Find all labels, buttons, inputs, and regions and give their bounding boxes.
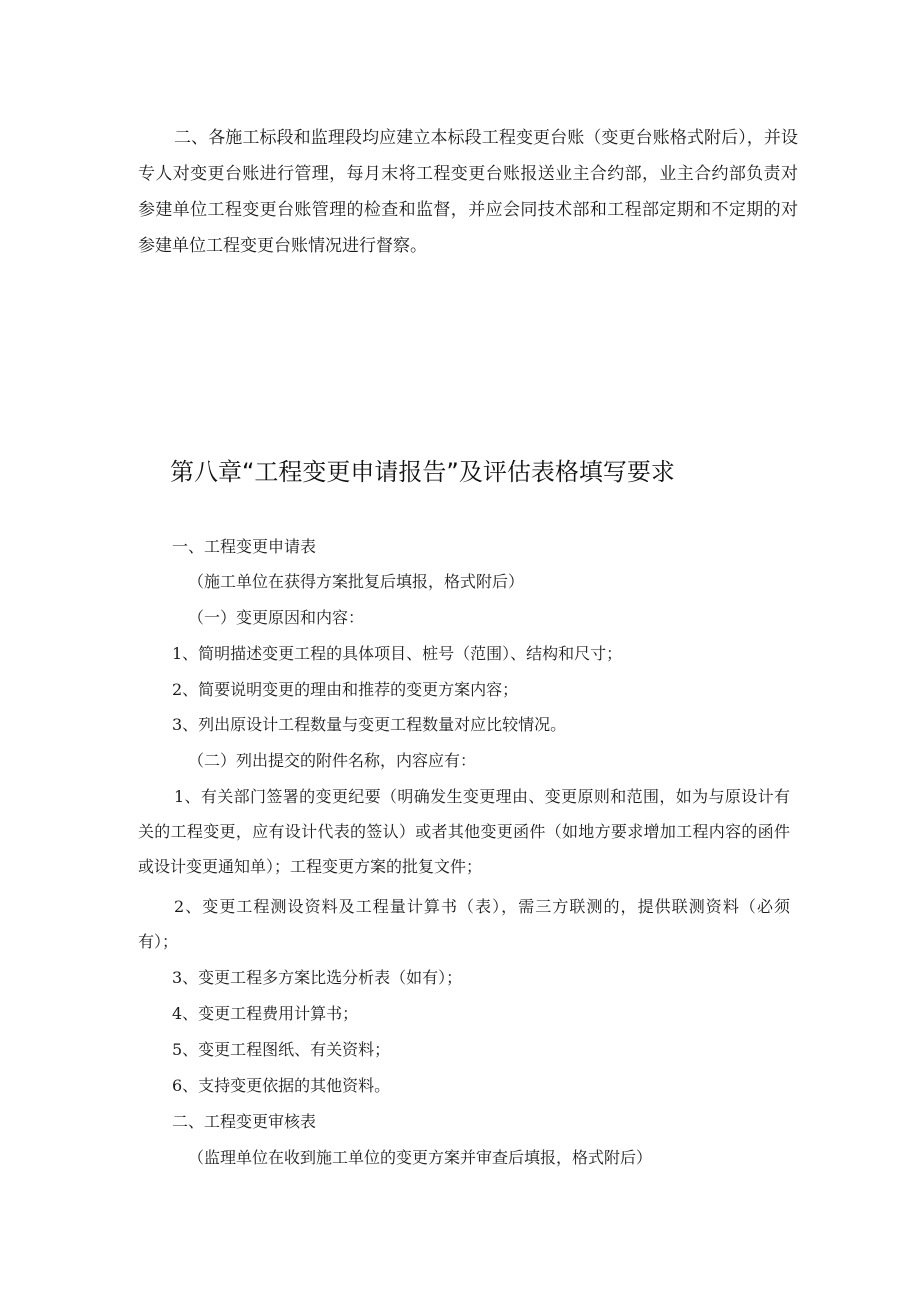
- sub2-item-6: 6、支持变更依据的其他资料。: [172, 1076, 391, 1095]
- sub2-item-3: 3、变更工程多方案比选分析表（如有）；: [172, 968, 463, 987]
- section1-heading: 一、工程变更申请表: [172, 537, 317, 556]
- sub1-item-3: 3、列出原设计工程数量与变更工程数量对应比较情况。: [172, 715, 567, 734]
- sub2-item-1: 1、有关部门签署的变更纪要（明确发生变更理由、变更原则和范围，如为与原设计有关的工程变更，应有设计代表的签认）或者其他变更函件（如地方要求增加工程内容的函件或设计变更通知单）；工程变更方案的批复文件；: [138, 787, 790, 876]
- sub1-heading: （一）变更原因和内容：: [188, 608, 365, 627]
- sub1-item-1: 1、简明描述变更工程的具体项目、桩号（范围）、结构和尺寸；: [172, 644, 623, 663]
- sub1-item-2: 2、简要说明变更的理由和推荐的变更方案内容；: [172, 680, 519, 699]
- sub2-item-2: 2、变更工程测设资料及工程量计算书（表），需三方联测的，提供联测资料（必须有）；: [138, 897, 790, 951]
- sub2-item-4: 4、变更工程费用计算书；: [172, 1004, 359, 1023]
- section2-heading: 二、工程变更审核表: [172, 1112, 317, 1131]
- intro-paragraph: 二、各施工标段和监理段均应建立本标段工程变更台账（变更台账格式附后），并设专人对变更台账进行管理，每月末将工程变更台账报送业主合约部，业主合约部负责对参建单位工程变更台账管理的检查和监督，并应会同技术部和工程部定期和不定期的对参建单位工程变更台账情况进行督察。: [138, 128, 798, 256]
- sub2-heading: （二）列出提交的附件名称，内容应有：: [188, 751, 477, 770]
- chapter-title: 第八章“工程变更申请报告”及评估表格填写要求: [170, 458, 675, 486]
- section1-note: （施工单位在获得方案批复后填报，格式附后）: [188, 572, 525, 591]
- section2-note: （监理单位在收到施工单位的变更方案并审查后填报，格式附后）: [188, 1148, 653, 1167]
- sub2-item-5: 5、变更工程图纸、有关资料；: [172, 1040, 391, 1059]
